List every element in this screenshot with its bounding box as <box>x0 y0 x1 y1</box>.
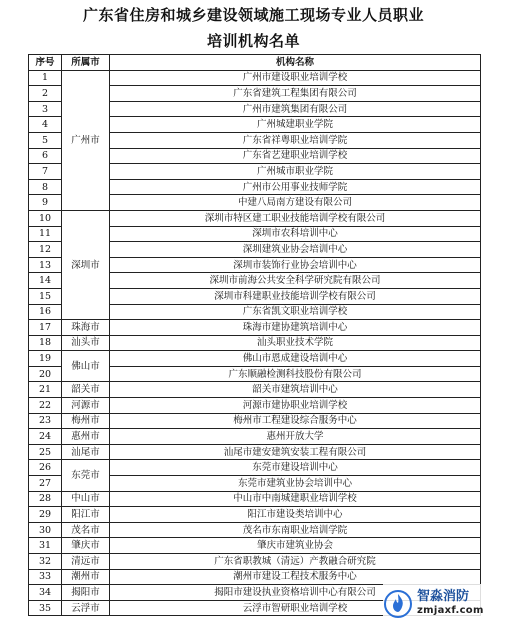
row-institution-name: 惠州开放大学 <box>110 429 481 445</box>
row-number: 4 <box>29 117 62 133</box>
row-institution-name: 中山市中南城建职业培训学校 <box>110 491 481 507</box>
row-institution-name: 广东省祥粤职业培训学院 <box>110 132 481 148</box>
row-number: 19 <box>29 351 62 367</box>
row-number: 5 <box>29 132 62 148</box>
row-number: 3 <box>29 101 62 117</box>
row-institution-name: 佛山市恩成建设培训中心 <box>110 351 481 367</box>
table-row <box>29 522 481 538</box>
row-city: 韶关市 <box>62 382 110 398</box>
row-number: 29 <box>29 507 62 523</box>
row-institution-name: 深圳市农科培训中心 <box>110 226 481 242</box>
table-row <box>29 444 481 460</box>
row-institution-name: 深圳市装饰行业协会培训中心 <box>110 257 481 273</box>
table-row <box>29 320 481 336</box>
row-institution-name: 梅州市工程建设综合服务中心 <box>110 413 481 429</box>
row-number: 11 <box>29 226 62 242</box>
row-institution-name: 汕尾市建安建筑安装工程有限公司 <box>110 444 481 460</box>
table-row <box>29 429 481 445</box>
table-row <box>29 382 481 398</box>
row-number: 26 <box>29 460 62 476</box>
row-number: 7 <box>29 164 62 180</box>
row-institution-name: 揭阳市建设执业资格培训中心有限公司 <box>110 585 481 601</box>
row-institution-name: 广州市公用事业技师学院 <box>110 179 481 195</box>
table-row <box>29 398 481 414</box>
table-row <box>29 335 481 351</box>
table-row <box>29 569 481 585</box>
row-city: 佛山市 <box>62 351 110 382</box>
row-number: 28 <box>29 491 62 507</box>
row-number: 2 <box>29 86 62 102</box>
row-city: 深圳市 <box>62 210 110 319</box>
table-row <box>29 70 481 86</box>
row-number: 8 <box>29 179 62 195</box>
row-number: 21 <box>29 382 62 398</box>
table-row <box>29 554 481 570</box>
table-row <box>29 210 481 226</box>
table-row <box>29 413 481 429</box>
row-institution-name: 深圳市科建职业技能培训学校有限公司 <box>110 288 481 304</box>
row-institution-name: 汕头职业技术学院 <box>110 335 481 351</box>
row-city: 清远市 <box>62 554 110 570</box>
row-institution-name: 东莞市建设培训中心 <box>110 460 481 476</box>
row-number: 31 <box>29 538 62 554</box>
row-number: 17 <box>29 320 62 336</box>
row-number: 33 <box>29 569 62 585</box>
row-number: 22 <box>29 398 62 414</box>
row-city: 中山市 <box>62 491 110 507</box>
row-institution-name: 深圳建筑业协会培训中心 <box>110 242 481 258</box>
document-title-line-1: 广东省住房和城乡建设领域施工现场专业人员职业 <box>82 6 424 24</box>
row-institution-name: 潮州市建设工程技术服务中心 <box>110 569 481 585</box>
row-city: 河源市 <box>62 398 110 414</box>
row-institution-name: 广东省艺建职业培训学校 <box>110 148 481 164</box>
row-city: 东莞市 <box>62 460 110 491</box>
row-institution-name: 广东省职教城（清远）产教融合研究院 <box>110 554 481 570</box>
row-city: 汕头市 <box>62 335 110 351</box>
row-institution-name: 广州市建筑集团有限公司 <box>110 101 481 117</box>
row-institution-name: 广州城建职业学院 <box>110 117 481 133</box>
row-city: 汕尾市 <box>62 444 110 460</box>
row-institution-name: 深圳市特区建工职业技能培训学校有限公司 <box>110 210 481 226</box>
row-number: 9 <box>29 195 62 211</box>
row-institution-name: 广东顺融检测科技股份有限公司 <box>110 366 481 382</box>
header-institution: 机构名称 <box>110 55 481 71</box>
row-institution-name: 阳江市建设类培训中心 <box>110 507 481 523</box>
row-number: 20 <box>29 366 62 382</box>
table-row <box>29 351 481 367</box>
row-number: 6 <box>29 148 62 164</box>
row-institution-name: 韶关市建筑培训中心 <box>110 382 481 398</box>
table-body <box>29 70 481 616</box>
row-number: 10 <box>29 210 62 226</box>
flame-logo-icon <box>383 589 413 619</box>
watermark <box>383 584 507 624</box>
row-number: 30 <box>29 522 62 538</box>
row-city: 肇庆市 <box>62 538 110 554</box>
row-institution-name: 东莞市建筑业协会培训中心 <box>110 476 481 492</box>
header-city: 所属市 <box>62 55 110 71</box>
row-number: 15 <box>29 288 62 304</box>
row-institution-name: 河源市建协职业培训学校 <box>110 398 481 414</box>
row-institution-name: 肇庆市建筑业协会 <box>110 538 481 554</box>
row-institution-name: 珠海市建协建筑培训中心 <box>110 320 481 336</box>
row-institution-name: 云浮市智研职业培训学校 <box>110 600 481 616</box>
table-header-row <box>29 55 481 71</box>
row-city: 广州市 <box>62 70 110 210</box>
row-number: 25 <box>29 444 62 460</box>
row-number: 32 <box>29 554 62 570</box>
institution-table <box>28 54 481 616</box>
row-city: 梅州市 <box>62 413 110 429</box>
row-city: 茂名市 <box>62 522 110 538</box>
table-row <box>29 507 481 523</box>
watermark-url: zmjaxf.com <box>417 605 484 616</box>
watermark-name: 智淼消防 <box>417 589 470 604</box>
row-number: 34 <box>29 585 62 601</box>
row-number: 14 <box>29 273 62 289</box>
row-number: 18 <box>29 335 62 351</box>
row-number: 24 <box>29 429 62 445</box>
row-number: 23 <box>29 413 62 429</box>
table-row <box>29 538 481 554</box>
row-institution-name: 广州市建设职业培训学校 <box>110 70 481 86</box>
table-row <box>29 491 481 507</box>
row-number: 27 <box>29 476 62 492</box>
row-institution-name: 广东省建筑工程集团有限公司 <box>110 86 481 102</box>
row-number: 16 <box>29 304 62 320</box>
row-city: 阳江市 <box>62 507 110 523</box>
row-institution-name: 广州城市职业学院 <box>110 164 481 180</box>
row-city: 惠州市 <box>62 429 110 445</box>
row-city: 潮州市 <box>62 569 110 585</box>
row-institution-name: 广东省凯文职业培训学校 <box>110 304 481 320</box>
row-city: 珠海市 <box>62 320 110 336</box>
row-institution-name: 深圳市前海公共安全科学研究院有限公司 <box>110 273 481 289</box>
row-number: 1 <box>29 70 62 86</box>
row-number: 35 <box>29 600 62 616</box>
table-row <box>29 460 481 476</box>
row-number: 12 <box>29 242 62 258</box>
header-number: 序号 <box>29 55 62 71</box>
row-institution-name: 茂名市东南职业培训学院 <box>110 522 481 538</box>
row-institution-name: 中建八局南方建设有限公司 <box>110 195 481 211</box>
document-title-line-2: 培训机构名单 <box>206 32 300 50</box>
row-city: 揭阳市 <box>62 585 110 601</box>
row-number: 13 <box>29 257 62 273</box>
row-city: 云浮市 <box>62 600 110 616</box>
